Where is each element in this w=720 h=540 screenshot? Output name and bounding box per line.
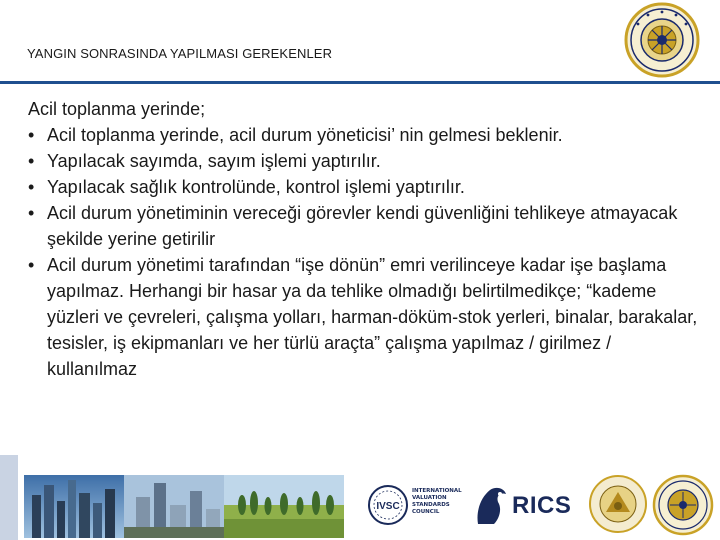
- rics-logo: RICS: [512, 492, 572, 519]
- partner-seal-icon: [588, 474, 648, 534]
- bullet-item: [28, 200, 698, 252]
- bullet-text: Acil durum yönetimi tarafından “işe dönün” emri verilinceye kadar işe başlama yapılmaz. Herhangi bir hasar ya da tehlike olmadığı belirtilmedikçe; “kademe yüzleri ve çevreleri, çalışma yolları, harman-döküm-stok yerleri, binalar, barakalar, tesisler, iş ekipmanları ve her türlü araçta” çalışma yapılmaz / girilmez / kullanılmaz: [47, 255, 698, 379]
- bullet-list: [28, 122, 698, 382]
- bullet-dot: •: [28, 125, 35, 145]
- bullet-item: [28, 122, 698, 148]
- lead-text: Acil toplanma yerinde;: [28, 99, 206, 119]
- title-divider: [0, 81, 720, 84]
- bullet-dot: •: [28, 255, 35, 275]
- bullet-text: Yapılacak sağlık kontrolünde, kontrol işlemi yaptırılır.: [47, 177, 465, 197]
- ivsc-full-name: INTERNATIONAL VALUATION STANDARDS COUNCIL: [412, 488, 462, 515]
- university-seal-icon: [624, 2, 700, 78]
- bullet-dot: •: [28, 177, 35, 197]
- slide-title: YANGIN SONRASINDA YAPILMASI GEREKENLER: [27, 46, 333, 61]
- bullet-text: Acil toplanma yerinde, acil durum yöneticisi’ nin gelmesi beklenir.: [47, 125, 563, 145]
- bullet-item: [28, 174, 698, 200]
- green-landscape-photo: [224, 475, 344, 538]
- ivsc-logo: [368, 478, 468, 532]
- city-skyline-photo: [24, 475, 124, 538]
- bullet-text: Acil durum yönetiminin vereceği görevler kendi güvenliğini tehlikeye atmayacak şekilde yerine getirilir: [47, 203, 678, 249]
- university-seal-small-icon: [652, 474, 714, 536]
- footer-accent-bar: [0, 455, 18, 540]
- bullet-item: [28, 252, 698, 382]
- ivsc-wordmark: IVSC: [376, 501, 400, 512]
- bullet-dot: •: [28, 203, 35, 223]
- slide-body: [28, 96, 698, 382]
- bullet-item: [28, 148, 698, 174]
- lion-emblem-icon: [470, 478, 514, 532]
- bullet-dot: •: [28, 151, 35, 171]
- skyscraper-photo: [124, 475, 224, 538]
- bullet-text: Yapılacak sayımda, sayım işlemi yaptırılır.: [47, 151, 381, 171]
